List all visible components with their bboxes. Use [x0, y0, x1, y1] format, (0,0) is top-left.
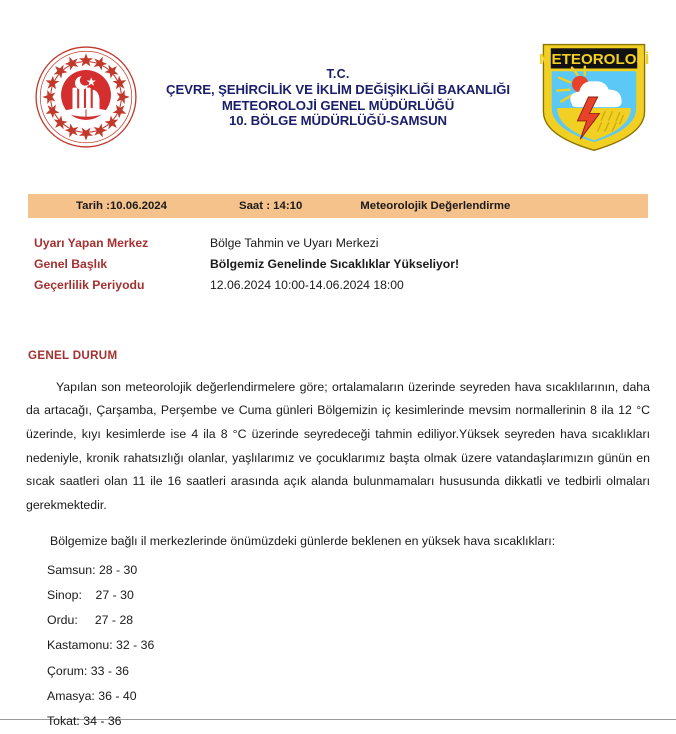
meta-value-issuing-center: Bölge Tahmin ve Uyarı Merkezi [210, 236, 379, 250]
info-date: Tarih :10.06.2024 [76, 200, 167, 212]
list-item: Amasya: 36 - 40 [47, 688, 137, 703]
meta-label-general-title: Genel Başlık [34, 256, 108, 271]
document-title-block [138, 67, 538, 128]
list-item: Çorum: 33 - 36 [47, 663, 130, 678]
info-bar [28, 194, 648, 218]
list-item: Ordu: 27 - 28 [47, 613, 134, 628]
warning-meta-table [34, 233, 459, 296]
meta-label-issuing-center: Uyarı Yapan Merkez [34, 236, 149, 250]
meta-value-general-title: Bölgemiz Genelinde Sıcaklıklar Yükseliyor! [210, 256, 460, 271]
document-header [0, 0, 676, 150]
meteoroloji-shield-icon [538, 40, 650, 154]
section-heading-general-situation: GENEL DURUM [28, 348, 118, 362]
info-kind: Meteorolojik Değerlendirme [360, 200, 511, 212]
general-situation-paragraph: Yapılan son meteorolojik değerlendirmelere göre; ortalamaların üzerinde seyreden hava sıcaklılarının, daha da artacağı, Çarşamba, Perşembe ve Cuma günleri Bölgemizin iç kesimlerinde mevsim normallerinin 8 ila 12 °C üzerinde, kıyı kesimlerde ise 4 ila 8 °C üzerinde seyredeceği tahmin ediliyor.Yüksek seyreden hava sıcaklıkları nedeniyle, kronik rahatsızlığı olanlar, yaşlılarımız ve çocuklarımız başta olmak üzere vatandaşlarımızın günün en sıcak saatleri olan 11 ile 16 saatleri arasında açık alanda bulunmamaları hususunda dikkatli ve tedbirli olmaları gerekmektedir. [26, 379, 650, 512]
meteoroloji-logo-text: METEOROLOJİ [538, 50, 650, 68]
list-item: Samsun: 28 - 30 [47, 562, 138, 577]
title-line-directorate: METEOROLOJİ GENEL MÜDÜRLÜĞÜ [221, 97, 455, 113]
table-row [34, 233, 459, 254]
table-row [34, 254, 459, 275]
title-line-ministry: ÇEVRE, ŞEHİRCİLİK VE İKLİM DEĞİŞİKLİĞİ BAKANLIĞI [166, 82, 510, 97]
title-line-region: 10. BÖLGE MÜDÜRLÜĞÜ-SAMSUN [229, 113, 447, 129]
meta-label-validity-period: Geçerlilik Periyodu [34, 277, 145, 292]
title-line-tc: T.C. [326, 67, 350, 82]
list-item: Sinop: 27 - 30 [47, 587, 134, 602]
meta-value-validity-period: 12.06.2024 10:00-14.06.2024 18:00 [210, 277, 404, 292]
table-row [34, 275, 459, 296]
tc-ministry-emblem-icon [34, 45, 138, 149]
info-time: Saat : 14:10 [238, 200, 303, 212]
city-temperature-list [0, 558, 676, 734]
list-item: Kastamonu: 32 - 36 [47, 638, 155, 653]
list-item: Tokat: 34 - 36 [47, 713, 122, 728]
city-list-intro: Bölgemize bağlı il merkezlerinde önümüzdeki günlerde beklenen en yüksek hava sıcaklıkları: [50, 534, 556, 549]
